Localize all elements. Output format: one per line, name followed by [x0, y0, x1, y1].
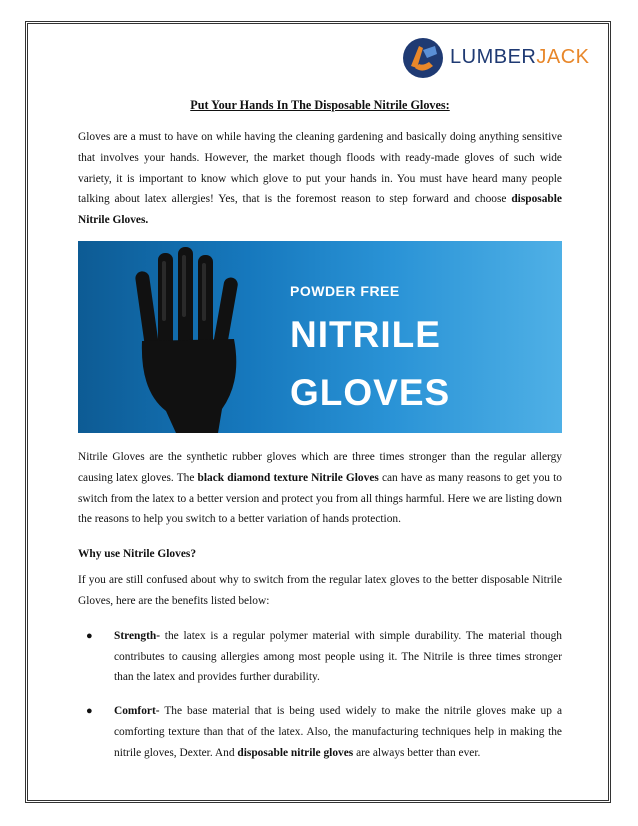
banner-line-1: POWDER FREE [290, 282, 400, 299]
list-item [78, 701, 562, 763]
banner-text [290, 283, 450, 417]
banner-line-3: GLOVES [290, 371, 451, 413]
intro-paragraph [78, 127, 562, 231]
logo-wordmark [450, 46, 589, 69]
benefit-text: the latex is a regular polymer material with simple durability. The material though contributes to causing allergies among most people using it. The Nitrile is three times stronger than the latex and provides further durability. [114, 629, 562, 684]
benefit-text: The base material that is being used widely to make the nitrile gloves make up a comforting texture than that of the latex. Also, the manufacturing techniques help in making the nitrile gloves, Dexter. And [114, 705, 562, 759]
nitrile-gloves-banner [78, 241, 562, 433]
document-content [78, 90, 562, 764]
benefits-list [78, 626, 562, 764]
banner-line-2: NITRILE [290, 313, 441, 355]
lumberjack-logo [401, 36, 590, 80]
logo-text-jack: JACK [536, 46, 590, 68]
benefits-intro-paragraph: If you are still confused about why to switch from the regular latex gloves to the better disposable Nitrile Gloves, here are the benefits listed below: [78, 574, 562, 607]
list-item [78, 626, 562, 688]
page-title: Put Your Hands In The Disposable Nitrile Gloves: [190, 98, 450, 112]
logo-text-lumber: LUMBER [450, 46, 537, 68]
para2-text-b: can have as many reasons to get you to switch from the latex to a better version and protect you from all things harmful. Here we are listing down the reasons to help you switch to a better variation of hands protection. [78, 471, 562, 526]
para2-text-a: Nitrile Gloves are the synthetic rubber gloves which are three times stronger than the regular allergy causing latex gloves. The [78, 450, 562, 484]
bullet-icon: ● [86, 629, 93, 642]
nitrile-description-paragraph [78, 447, 562, 530]
para2-bold: black diamond texture Nitrile Gloves [197, 471, 379, 484]
benefit-title: Comfort- [114, 705, 160, 718]
section-heading: Why use Nitrile Gloves? [78, 548, 197, 561]
intro-bold: disposable Nitrile Gloves. [78, 193, 562, 227]
benefit-text-end: are always better than ever. [353, 746, 481, 759]
intro-text: Gloves are a must to have on while having the cleaning gardening and basically doing anything sensitive that involves your hands. However, the market though floods with ready-made gloves of such wide variety, it is important to know which glove to put your hands in. You must have heard many people talking about latex allergies! Yes, that is the foremost reason to step forward and choose [78, 131, 562, 206]
black-glove-image [118, 241, 268, 433]
lumberjack-logo-icon [401, 36, 447, 80]
bullet-icon: ● [86, 705, 93, 718]
benefit-bold: disposable nitrile gloves [237, 746, 354, 759]
benefit-title: Strength- [114, 629, 160, 642]
